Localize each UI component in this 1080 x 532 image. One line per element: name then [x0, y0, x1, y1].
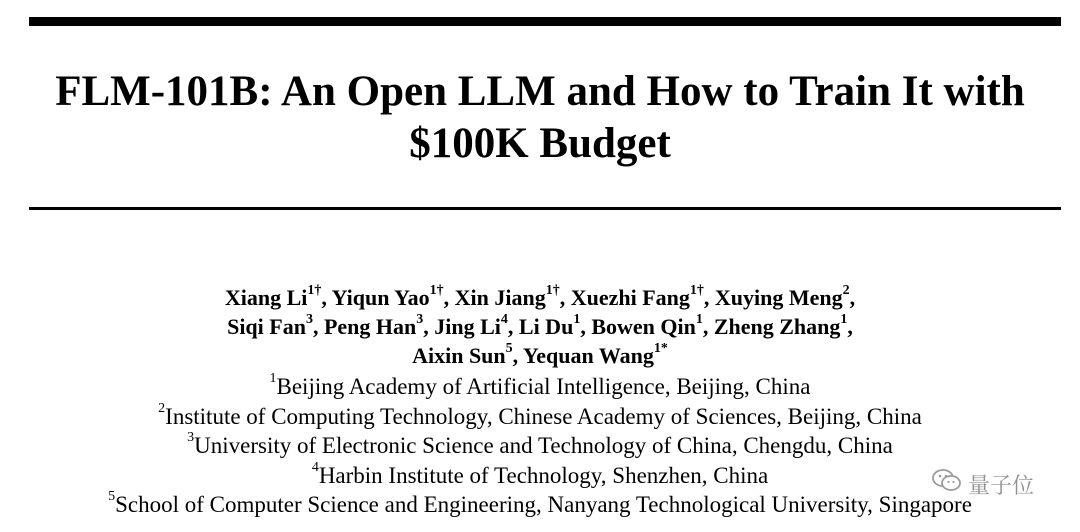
author-affiliation-mark: 1: [573, 311, 581, 327]
author: [714, 282, 856, 310]
author-separator: ,: [702, 314, 714, 339]
author-name: Aixin Sun: [412, 343, 506, 368]
author-separator: ,: [512, 343, 523, 368]
author-name: Xuezhi Fang: [570, 285, 690, 310]
affiliation: [0, 372, 1080, 402]
author-separator: ,: [423, 314, 435, 339]
author-separator: ,: [580, 314, 592, 339]
title-bottom-rule: [29, 207, 1061, 210]
affiliation-text: Harbin Institute of Technology, Shenzhen, China: [318, 462, 769, 488]
affiliation: [0, 431, 1080, 461]
author-separator: ,: [849, 285, 856, 310]
author-separator: ,: [703, 285, 715, 310]
author: [522, 340, 668, 368]
author-affiliation-mark: 1†: [307, 282, 322, 298]
affiliation-number: 3: [187, 430, 195, 446]
author: [434, 311, 519, 339]
author-affiliation-mark: 2: [842, 282, 850, 298]
author-name: Li Du: [518, 314, 574, 339]
affiliation-list: [0, 372, 1080, 520]
affiliation-number: 4: [311, 459, 319, 475]
author-affiliation-mark: 1†: [429, 282, 444, 298]
affiliation-text: School of Computer Science and Engineering, Nanyang Technological University, Singapore: [115, 492, 972, 517]
watermark-text: 量子位: [968, 473, 1035, 499]
author-name: Xiang Li: [224, 285, 308, 310]
affiliation: [0, 490, 1080, 520]
author-name: Xuying Meng: [714, 285, 843, 310]
author-affiliation-mark: 3: [416, 311, 424, 327]
author: [570, 282, 715, 310]
author-line: [0, 341, 1080, 370]
affiliation-text: Beijing Academy of Artificial Intelligence, Beijing, China: [276, 374, 811, 399]
author-separator: ,: [507, 314, 519, 339]
author: [591, 311, 714, 339]
author: [323, 311, 435, 339]
author-name: Xin Jiang: [454, 285, 546, 310]
author-affiliation-mark: 1†: [545, 282, 560, 298]
author-separator: ,: [312, 314, 324, 339]
author-separator: ,: [559, 285, 571, 310]
title-line-2: $100K Budget: [409, 120, 671, 167]
author-affiliation-mark: 3: [305, 311, 313, 327]
affiliation-text: University of Electronic Science and Technology of China, Chengdu, China: [194, 433, 893, 458]
author-separator: ,: [847, 314, 853, 339]
author-name: Yequan Wang: [522, 343, 654, 368]
author-name: Siqi Fan: [227, 314, 306, 339]
author-separator: ,: [321, 285, 332, 310]
author-line: [0, 312, 1080, 341]
author-affiliation-mark: 1†: [689, 282, 704, 298]
affiliation: [0, 402, 1080, 432]
author-affiliation-mark: 1*: [653, 340, 668, 356]
author-affiliation-mark: 4: [500, 311, 508, 327]
author-affiliation-mark: 5: [505, 340, 513, 356]
paper-title: [0, 66, 1080, 170]
author: [227, 311, 324, 339]
author-separator: ,: [443, 285, 455, 310]
author-affiliation-mark: 1: [840, 311, 848, 327]
author: [224, 282, 332, 310]
author: [331, 282, 455, 310]
author-name: Yiqun Yao: [331, 285, 430, 310]
author-name: Jing Li: [434, 314, 501, 339]
affiliation: [0, 461, 1080, 491]
author: [713, 311, 853, 339]
wechat-icon: [932, 468, 962, 500]
affiliation-number: 2: [158, 400, 166, 416]
top-rule: [29, 17, 1061, 26]
author-name: Zheng Zhang: [713, 314, 841, 339]
author: [412, 340, 523, 368]
author-line: [0, 283, 1080, 312]
affiliation-text: Institute of Computing Technology, Chinese Academy of Sciences, Beijing, China: [165, 403, 922, 429]
author-list: [0, 283, 1080, 370]
author: [454, 282, 571, 310]
watermark: [932, 466, 1052, 502]
affiliation-number: 1: [269, 371, 277, 387]
author-name: Peng Han: [323, 314, 417, 339]
title-line-1: FLM-101B: An Open LLM and How to Train It with: [55, 68, 1025, 115]
author: [518, 311, 592, 339]
affiliation-number: 5: [108, 489, 116, 505]
author-affiliation-mark: 1: [695, 311, 703, 327]
author-name: Bowen Qin: [591, 314, 696, 339]
